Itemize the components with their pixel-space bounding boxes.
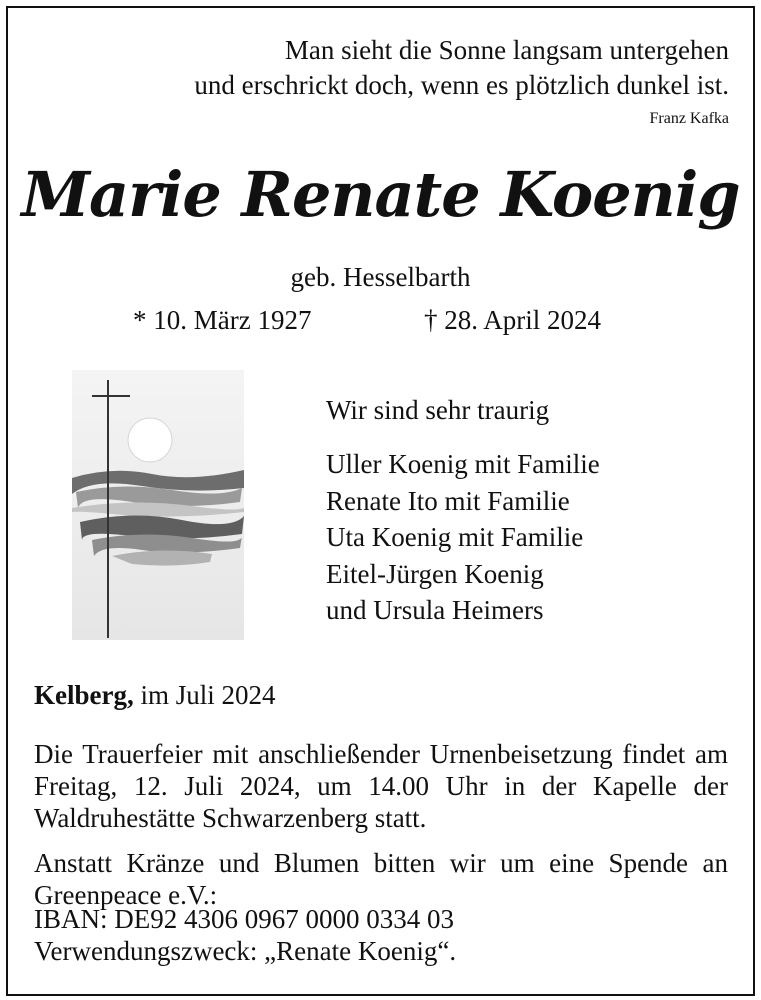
mourning-line: Wir sind sehr traurig	[326, 395, 550, 425]
family-list	[326, 446, 600, 629]
quote-author: Franz Kafka	[649, 110, 729, 127]
cross-landscape-icon	[72, 370, 244, 640]
death-date: † 28. April 2024	[424, 305, 602, 335]
donation-paragraph: Anstatt Kränze und Blumen bitten wir um eine Spende an Greenpeace e.V.:	[34, 848, 728, 910]
place-date	[34, 680, 276, 711]
family-member: und Ursula Heimers	[326, 595, 544, 625]
family-member: Renate Ito mit Familie	[326, 485, 570, 516]
family-member: Uta Koenig mit Familie	[326, 522, 584, 552]
birth-date: * 10. März 1927	[133, 305, 312, 335]
family-member: Uller Koenig mit Familie	[326, 449, 600, 479]
place-when: im Juli 2024	[140, 680, 276, 710]
place-city: Kelberg,	[34, 680, 134, 710]
donation-purpose: Verwendungszweck: „Renate Koenig“.	[34, 936, 457, 966]
donation-iban: IBAN: DE92 4306 0967 0000 0334 03	[34, 904, 454, 934]
funeral-paragraph: Die Trauerfeier mit anschließender Urnenbeisetzung findet am Freitag, 12. Juli 2024, um 14.00 Uhr in der Kapelle der Waldruhestätte Schwarzenberg statt.	[34, 739, 728, 833]
deceased-name: Marie Renate Koenig	[21, 158, 740, 231]
quote-line-2: und erschrickt doch, wenn es plötzlich dunkel ist.	[194, 70, 729, 100]
family-member: Eitel-Jürgen Koenig	[326, 558, 544, 589]
quote-line-1: Man sieht die Sonne langsam untergehen	[284, 35, 729, 65]
birth-name: geb. Hesselbarth	[290, 262, 471, 292]
